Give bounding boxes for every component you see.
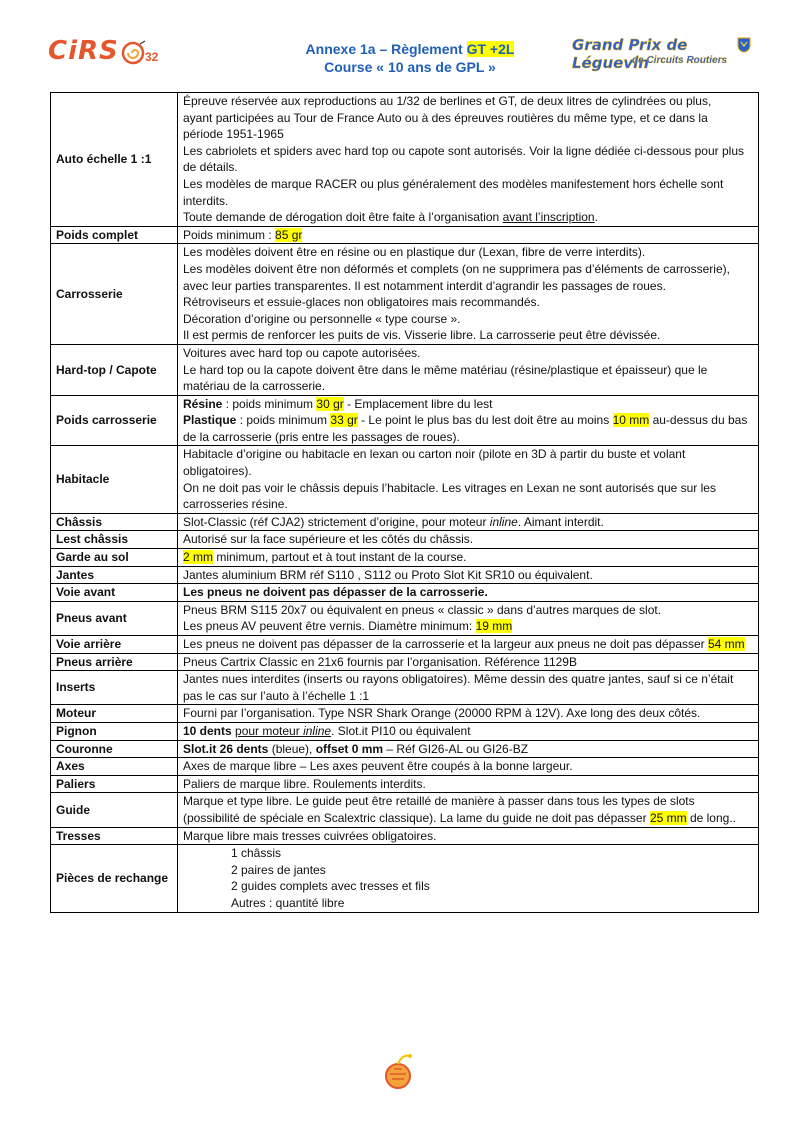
row-label: Couronne (51, 740, 178, 758)
row-label: Moteur (51, 705, 178, 723)
page-header (0, 0, 800, 90)
table-row (51, 446, 759, 513)
row-content: Marque libre mais tresses cuivrées obligatoires. (178, 827, 759, 845)
row-label: Guide (51, 793, 178, 827)
row-label: Habitacle (51, 446, 178, 513)
rules-table (50, 92, 759, 913)
row-content: Slot-Classic (réf CJA2) strictement d’origine, pour moteur inline. Aimant interdit. (178, 513, 759, 531)
row-label: Garde au sol (51, 549, 178, 567)
row-content: 2 mm minimum, partout et à tout instant de la course. (178, 549, 759, 567)
table-row (51, 758, 759, 776)
row-content: Les modèles doivent être en résine ou en plastique dur (Lexan, fibre de verre interdits). Les modèles doivent être non déformés et complets (on ne supprimera pas d’éléments de carrosserie), avec leur parties transparentes. Il est notamment interdit d’agrandir les passages de roues. Rétroviseurs et essuie-glaces non obligatoires mais recommandés. Décoration d’origine ou personnelle « type course ». Il est permis de renforcer les puits de vis. Visserie libre. La carrosserie peut être dévissée. (178, 244, 759, 345)
row-label: Pneus arrière (51, 653, 178, 671)
row-content: Résine : poids minimum 30 gr - Emplacement libre du lest Plastique : poids minimum 33 gr - Le point le plus bas du lest doit être au moins 10 mm au-dessus du bas de la carrosserie (pris entre les passages de roues). (178, 395, 759, 446)
row-content: Paliers de marque libre. Roulements interdits. (178, 775, 759, 793)
row-label: Poids complet (51, 226, 178, 244)
row-content: Autorisé sur la face supérieure et les côtés du châssis. (178, 531, 759, 549)
row-content: Jantes nues interdites (inserts ou rayons obligatoires). Même dessin des quatre jantes, sauf si ce n’était pas le cas sur l’auto à l’échelle 1 :1 (178, 671, 759, 705)
row-label: Lest châssis (51, 531, 178, 549)
row-label: Paliers (51, 775, 178, 793)
table-row (51, 740, 759, 758)
table-row (51, 549, 759, 567)
table-row (51, 93, 759, 227)
row-content: Les pneus ne doivent pas dépasser de la carrosserie et la largeur aux pneus ne doit pas dépasser 54 mm (178, 636, 759, 654)
table-row (51, 244, 759, 345)
row-content: Pneus Cartrix Classic en 21x6 fournis par l’organisation. Référence 1129B (178, 653, 759, 671)
cirs-logo (48, 36, 168, 70)
row-content: Axes de marque libre – Les axes peuvent être coupés à la bonne largeur. (178, 758, 759, 776)
row-content: Fourni par l’organisation. Type NSR Shark Orange (20000 RPM à 12V). Axe long des deux côtés. (178, 705, 759, 723)
table-row (51, 793, 759, 827)
table-row (51, 722, 759, 740)
row-content: Habitacle d’origine ou habitacle en lexan ou carton noir (pilote en 3D à partir du buste et volant obligatoires). On ne doit pas voir le châssis depuis l’habitacle. Les vitrages en Lexan ne sont autorisés que sur les carrosseries résine. (178, 446, 759, 513)
table-row (51, 566, 759, 584)
row-label: Jantes (51, 566, 178, 584)
row-content: 1 châssis 2 paires de jantes 2 guides complets avec tresses et fils Autres : quantité libre (178, 845, 759, 912)
row-content: Épreuve réservée aux reproductions au 1/32 de berlines et GT, de deux litres de cylindrées ou plus, ayant participées au Tour de France Auto ou à des épreuves routières du même type, et ce dans la période 1951-1965 Les cabriolets et spiders avec hard top ou capote sont autorisés. Voir la ligne dédiée ci-dessous pour plus de détails. Les modèles de marque RACER ou plus généralement des modèles manifestement hors échelle sont interdits. Toute demande de dérogation doit être faite à l’organisation avant l’inscription. (178, 93, 759, 227)
table-row (51, 705, 759, 723)
cirs-logo-text: CiRS (48, 36, 119, 66)
row-content: Marque et type libre. Le guide peut être retaillé de manière à passer dans tous les types de slots (possibilité de spéciale en Scalextric classique). La lame du guide ne doit pas dépasser 25 mm de long.. (178, 793, 759, 827)
title-line-1: Annexe 1a – Règlement GT +2L (305, 41, 515, 57)
row-content: Jantes aluminium BRM réf S110 , S112 ou Proto Slot Kit SR10 ou équivalent. (178, 566, 759, 584)
row-content: Les pneus ne doivent pas dépasser de la carrosserie. (178, 584, 759, 602)
table-row (51, 531, 759, 549)
snail-icon (120, 40, 146, 66)
table-row (51, 827, 759, 845)
row-content: 10 dents pour moteur inline. Slot.it PI10 ou équivalent (178, 722, 759, 740)
row-label: Inserts (51, 671, 178, 705)
row-label: Poids carrosserie (51, 395, 178, 446)
table-row (51, 653, 759, 671)
row-content: Poids minimum : 85 gr (178, 226, 759, 244)
row-label: Tresses (51, 827, 178, 845)
table-row (51, 775, 759, 793)
row-label: Voie arrière (51, 636, 178, 654)
grand-prix-logo (572, 36, 762, 70)
cirs-logo-number: 32 (145, 50, 159, 64)
row-label: Pièces de rechange (51, 845, 178, 912)
table-row (51, 344, 759, 395)
table-row (51, 845, 759, 912)
table-row (51, 671, 759, 705)
grand-prix-logo-line1: Grand Prix de Léguevin (572, 36, 688, 72)
row-label: Carrosserie (51, 244, 178, 345)
row-content: Voitures avec hard top ou capote autorisées. Le hard top ou la capote doivent être dans le même matériau (résine/plastique et épaisseur) que le matériau de la carrosserie. (178, 344, 759, 395)
table-row (51, 513, 759, 531)
table-row (51, 636, 759, 654)
crest-icon (737, 37, 751, 53)
table-row (51, 395, 759, 446)
page-title (250, 40, 570, 76)
row-label: Auto échelle 1 :1 (51, 93, 178, 227)
snail-footer-icon (380, 1052, 420, 1092)
grand-prix-logo-line2: de Circuits Routiers (632, 55, 728, 66)
row-label: Pignon (51, 722, 178, 740)
row-label: Pneus avant (51, 601, 178, 635)
title-line-2: Course « 10 ans de GPL » (324, 59, 496, 75)
row-label: Hard-top / Capote (51, 344, 178, 395)
row-label: Châssis (51, 513, 178, 531)
table-row (51, 226, 759, 244)
row-label: Voie avant (51, 584, 178, 602)
row-content: Slot.it 26 dents (bleue), offset 0 mm – Réf GI26-AL ou GI26-BZ (178, 740, 759, 758)
title-highlight: GT +2L (466, 41, 515, 57)
row-label: Axes (51, 758, 178, 776)
table-row (51, 584, 759, 602)
row-content: Pneus BRM S115 20x7 ou équivalent en pneus « classic » dans d’autres marques de slot. Les pneus AV peuvent être vernis. Diamètre minimum: 19 mm (178, 601, 759, 635)
table-row (51, 601, 759, 635)
